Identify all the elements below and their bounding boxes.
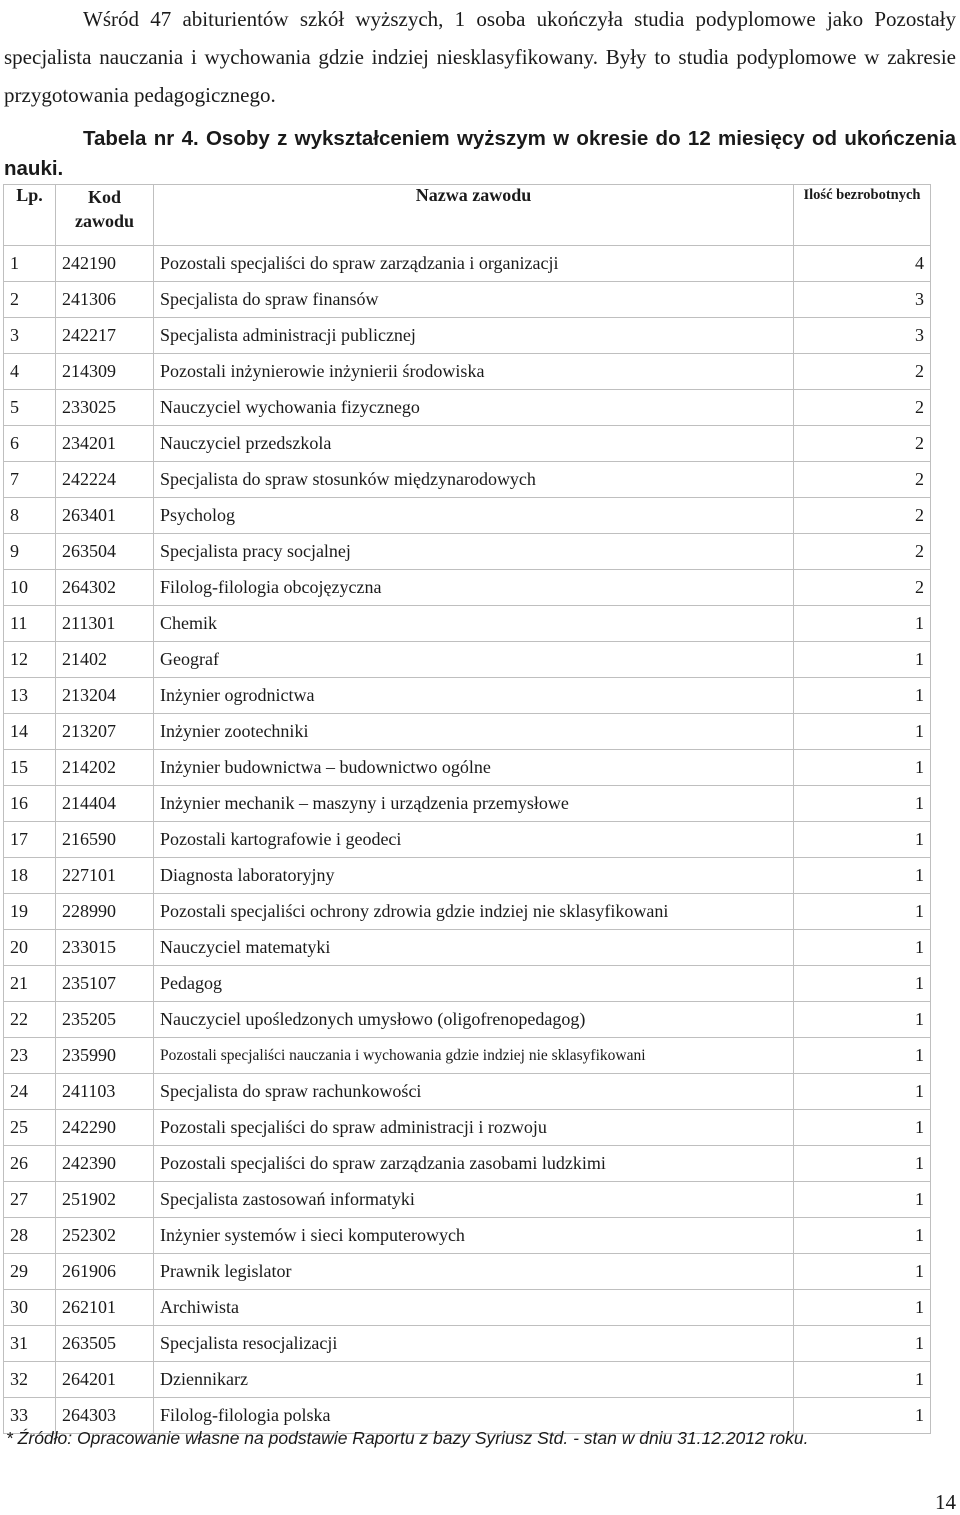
table-row: [4, 426, 931, 462]
row-nazwa-zawodu: Inżynier systemów i sieci komputerowych: [154, 1218, 794, 1254]
row-kod-zawodu: 263401: [56, 498, 154, 534]
row-lp: 17: [4, 822, 56, 858]
table-header-row: [4, 185, 931, 246]
header-ilosc-text: Ilość bezrobotnych: [803, 187, 921, 203]
row-nazwa-zawodu: Pozostali specjaliści do spraw administracji i rozwoju: [154, 1110, 794, 1146]
row-lp: 8: [4, 498, 56, 534]
row-lp: 31: [4, 1326, 56, 1362]
table-row: [4, 1146, 931, 1182]
row-ilosc: 2: [794, 390, 931, 426]
header-lp: Lp.: [4, 185, 56, 246]
row-nazwa-zawodu: Pozostali specjaliści ochrony zdrowia gdzie indziej nie sklasyfikowani: [154, 894, 794, 930]
row-nazwa-zawodu: Pozostali inżynierowie inżynierii środowiska: [154, 354, 794, 390]
table-row: [4, 1182, 931, 1218]
header-kod-zawodu: [56, 185, 154, 246]
row-kod-zawodu: 214404: [56, 786, 154, 822]
header-kod-text: Kod zawodu: [74, 187, 134, 231]
table-row: [4, 462, 931, 498]
row-nazwa-zawodu: Pozostali specjaliści nauczania i wychowania gdzie indziej nie sklasyfikowani: [154, 1038, 794, 1074]
row-kod-zawodu: 242224: [56, 462, 154, 498]
row-kod-zawodu: 261906: [56, 1254, 154, 1290]
row-nazwa-zawodu: Specjalista administracji publicznej: [154, 318, 794, 354]
row-nazwa-zawodu: Archiwista: [154, 1290, 794, 1326]
table-row: [4, 786, 931, 822]
table-row: [4, 1326, 931, 1362]
row-kod-zawodu: 235990: [56, 1038, 154, 1074]
row-lp: 28: [4, 1218, 56, 1254]
row-lp: 12: [4, 642, 56, 678]
table-row: [4, 750, 931, 786]
page-number: 14: [935, 1490, 956, 1514]
row-ilosc: 1: [794, 1326, 931, 1362]
row-kod-zawodu: 233025: [56, 390, 154, 426]
row-ilosc: 1: [794, 1182, 931, 1218]
row-nazwa-zawodu: Specjalista do spraw finansów: [154, 282, 794, 318]
row-kod-zawodu: 242190: [56, 246, 154, 282]
row-kod-zawodu: 213204: [56, 678, 154, 714]
table-body: [4, 246, 931, 1434]
row-kod-zawodu: 214309: [56, 354, 154, 390]
header-nazwa-zawodu: Nazwa zawodu: [154, 185, 794, 246]
row-kod-zawodu: 241306: [56, 282, 154, 318]
row-lp: 16: [4, 786, 56, 822]
row-nazwa-zawodu: Geograf: [154, 642, 794, 678]
row-ilosc: 1: [794, 822, 931, 858]
row-kod-zawodu: 262101: [56, 1290, 154, 1326]
row-lp: 23: [4, 1038, 56, 1074]
table-row: [4, 1218, 931, 1254]
intro-paragraph: Wśród 47 abiturientów szkół wyższych, 1 osoba ukończyła studia podyplomowe jako Pozostały specjalista nauczania i wychowania gdzie indziej niesklasyfikowany. Były to studia podyplomowe w zakresie przygotowania pedagogicznego.: [4, 7, 956, 107]
row-ilosc: 1: [794, 930, 931, 966]
table-row: [4, 894, 931, 930]
occupations-table: [3, 184, 931, 1434]
table-row: [4, 678, 931, 714]
header-ilosc-bezrobotnych: [794, 185, 931, 246]
row-lp: 29: [4, 1254, 56, 1290]
row-lp: 2: [4, 282, 56, 318]
row-nazwa-zawodu: Filolog-filologia polska: [154, 1398, 794, 1434]
row-lp: 1: [4, 246, 56, 282]
row-ilosc: 1: [794, 750, 931, 786]
table-row: [4, 390, 931, 426]
table-row: [4, 1254, 931, 1290]
row-nazwa-zawodu: Psycholog: [154, 498, 794, 534]
row-lp: 24: [4, 1074, 56, 1110]
table-row: [4, 966, 931, 1002]
row-nazwa-zawodu: Inżynier zootechniki: [154, 714, 794, 750]
row-nazwa-zawodu: Pozostali kartografowie i geodeci: [154, 822, 794, 858]
row-nazwa-zawodu: Pedagog: [154, 966, 794, 1002]
row-ilosc: 2: [794, 570, 931, 606]
row-lp: 10: [4, 570, 56, 606]
table-row: [4, 354, 931, 390]
row-kod-zawodu: 235107: [56, 966, 154, 1002]
table-row: [4, 1074, 931, 1110]
row-kod-zawodu: 242290: [56, 1110, 154, 1146]
row-kod-zawodu: 252302: [56, 1218, 154, 1254]
row-kod-zawodu: 21402: [56, 642, 154, 678]
row-nazwa-zawodu: Chemik: [154, 606, 794, 642]
row-lp: 33: [4, 1398, 56, 1434]
row-ilosc: 1: [794, 678, 931, 714]
row-lp: 3: [4, 318, 56, 354]
row-ilosc: 1: [794, 1218, 931, 1254]
table-row: [4, 570, 931, 606]
row-kod-zawodu: 216590: [56, 822, 154, 858]
row-nazwa-zawodu: Specjalista resocjalizacji: [154, 1326, 794, 1362]
row-kod-zawodu: 264201: [56, 1362, 154, 1398]
row-kod-zawodu: 214202: [56, 750, 154, 786]
row-kod-zawodu: 211301: [56, 606, 154, 642]
row-lp: 5: [4, 390, 56, 426]
row-ilosc: 1: [794, 1074, 931, 1110]
table-row: [4, 534, 931, 570]
row-kod-zawodu: 235205: [56, 1002, 154, 1038]
row-lp: 18: [4, 858, 56, 894]
row-nazwa-zawodu: Inżynier budownictwa – budownictwo ogólne: [154, 750, 794, 786]
row-kod-zawodu: 263505: [56, 1326, 154, 1362]
row-lp: 26: [4, 1146, 56, 1182]
row-kod-zawodu: 242390: [56, 1146, 154, 1182]
row-kod-zawodu: 251902: [56, 1182, 154, 1218]
row-kod-zawodu: 213207: [56, 714, 154, 750]
row-ilosc: 1: [794, 642, 931, 678]
row-nazwa-zawodu: Nauczyciel upośledzonych umysłowo (oligofrenopedagog): [154, 1002, 794, 1038]
source-note: * Źródło: Opracowanie własne na podstawie Raportu z bazy Syriusz Std. - stan w dniu 31.12.2012 roku.: [6, 1428, 809, 1448]
row-nazwa-zawodu: Specjalista do spraw stosunków międzynarodowych: [154, 462, 794, 498]
row-ilosc: 1: [794, 1110, 931, 1146]
row-ilosc: 1: [794, 858, 931, 894]
table-row: [4, 1002, 931, 1038]
table-row: [4, 606, 931, 642]
row-ilosc: 1: [794, 1146, 931, 1182]
row-lp: 25: [4, 1110, 56, 1146]
row-ilosc: 1: [794, 1002, 931, 1038]
table-row: [4, 1290, 931, 1326]
table-row: [4, 246, 931, 282]
row-nazwa-zawodu: Filolog-filologia obcojęzyczna: [154, 570, 794, 606]
row-nazwa-zawodu: Nauczyciel matematyki: [154, 930, 794, 966]
row-ilosc: 3: [794, 282, 931, 318]
row-ilosc: 1: [794, 786, 931, 822]
row-lp: 22: [4, 1002, 56, 1038]
row-kod-zawodu: 233015: [56, 930, 154, 966]
row-kod-zawodu: 241103: [56, 1074, 154, 1110]
row-nazwa-zawodu: Inżynier mechanik – maszyny i urządzenia przemysłowe: [154, 786, 794, 822]
row-ilosc: 1: [794, 606, 931, 642]
row-kod-zawodu: 234201: [56, 426, 154, 462]
table-caption: Tabela nr 4. Osoby z wykształceniem wyższym w okresie do 12 miesięcy od ukończenia nauki.: [4, 127, 956, 180]
row-ilosc: 1: [794, 1038, 931, 1074]
row-ilosc: 2: [794, 426, 931, 462]
row-ilosc: 3: [794, 318, 931, 354]
row-ilosc: 2: [794, 498, 931, 534]
row-nazwa-zawodu: Nauczyciel przedszkola: [154, 426, 794, 462]
table-row: [4, 318, 931, 354]
row-nazwa-zawodu: Pozostali specjaliści do spraw zarządzania zasobami ludzkimi: [154, 1146, 794, 1182]
row-ilosc: 1: [794, 1362, 931, 1398]
row-kod-zawodu: 263504: [56, 534, 154, 570]
row-ilosc: 4: [794, 246, 931, 282]
table-row: [4, 1110, 931, 1146]
row-lp: 27: [4, 1182, 56, 1218]
row-kod-zawodu: 227101: [56, 858, 154, 894]
row-kod-zawodu: 264302: [56, 570, 154, 606]
row-ilosc: 2: [794, 534, 931, 570]
table-row: [4, 498, 931, 534]
row-ilosc: 2: [794, 462, 931, 498]
row-lp: 4: [4, 354, 56, 390]
row-lp: 19: [4, 894, 56, 930]
row-kod-zawodu: 242217: [56, 318, 154, 354]
row-kod-zawodu: 228990: [56, 894, 154, 930]
row-nazwa-zawodu: Prawnik legislator: [154, 1254, 794, 1290]
row-nazwa-zawodu: Dziennikarz: [154, 1362, 794, 1398]
row-lp: 6: [4, 426, 56, 462]
row-lp: 32: [4, 1362, 56, 1398]
row-nazwa-zawodu: Diagnosta laboratoryjny: [154, 858, 794, 894]
row-lp: 30: [4, 1290, 56, 1326]
row-ilosc: 2: [794, 354, 931, 390]
row-lp: 13: [4, 678, 56, 714]
row-nazwa-zawodu: Inżynier ogrodnictwa: [154, 678, 794, 714]
row-nazwa-zawodu: Specjalista zastosowań informatyki: [154, 1182, 794, 1218]
row-lp: 11: [4, 606, 56, 642]
table-row: [4, 1038, 931, 1074]
row-lp: 20: [4, 930, 56, 966]
row-ilosc: 1: [794, 966, 931, 1002]
table-row: [4, 930, 931, 966]
row-lp: 14: [4, 714, 56, 750]
table-row: [4, 1362, 931, 1398]
row-lp: 15: [4, 750, 56, 786]
row-lp: 7: [4, 462, 56, 498]
table-row: [4, 642, 931, 678]
table-row: [4, 282, 931, 318]
row-lp: 21: [4, 966, 56, 1002]
row-nazwa-zawodu: Nauczyciel wychowania fizycznego: [154, 390, 794, 426]
row-ilosc: 1: [794, 1254, 931, 1290]
table-row: [4, 714, 931, 750]
row-ilosc: 1: [794, 894, 931, 930]
row-kod-zawodu: 264303: [56, 1398, 154, 1434]
row-ilosc: 1: [794, 1398, 931, 1434]
row-lp: 9: [4, 534, 56, 570]
row-nazwa-zawodu: Specjalista pracy socjalnej: [154, 534, 794, 570]
row-nazwa-zawodu: Specjalista do spraw rachunkowości: [154, 1074, 794, 1110]
row-nazwa-zawodu: Pozostali specjaliści do spraw zarządzania i organizacji: [154, 246, 794, 282]
table-row: [4, 822, 931, 858]
table-row: [4, 858, 931, 894]
row-ilosc: 1: [794, 1290, 931, 1326]
row-ilosc: 1: [794, 714, 931, 750]
